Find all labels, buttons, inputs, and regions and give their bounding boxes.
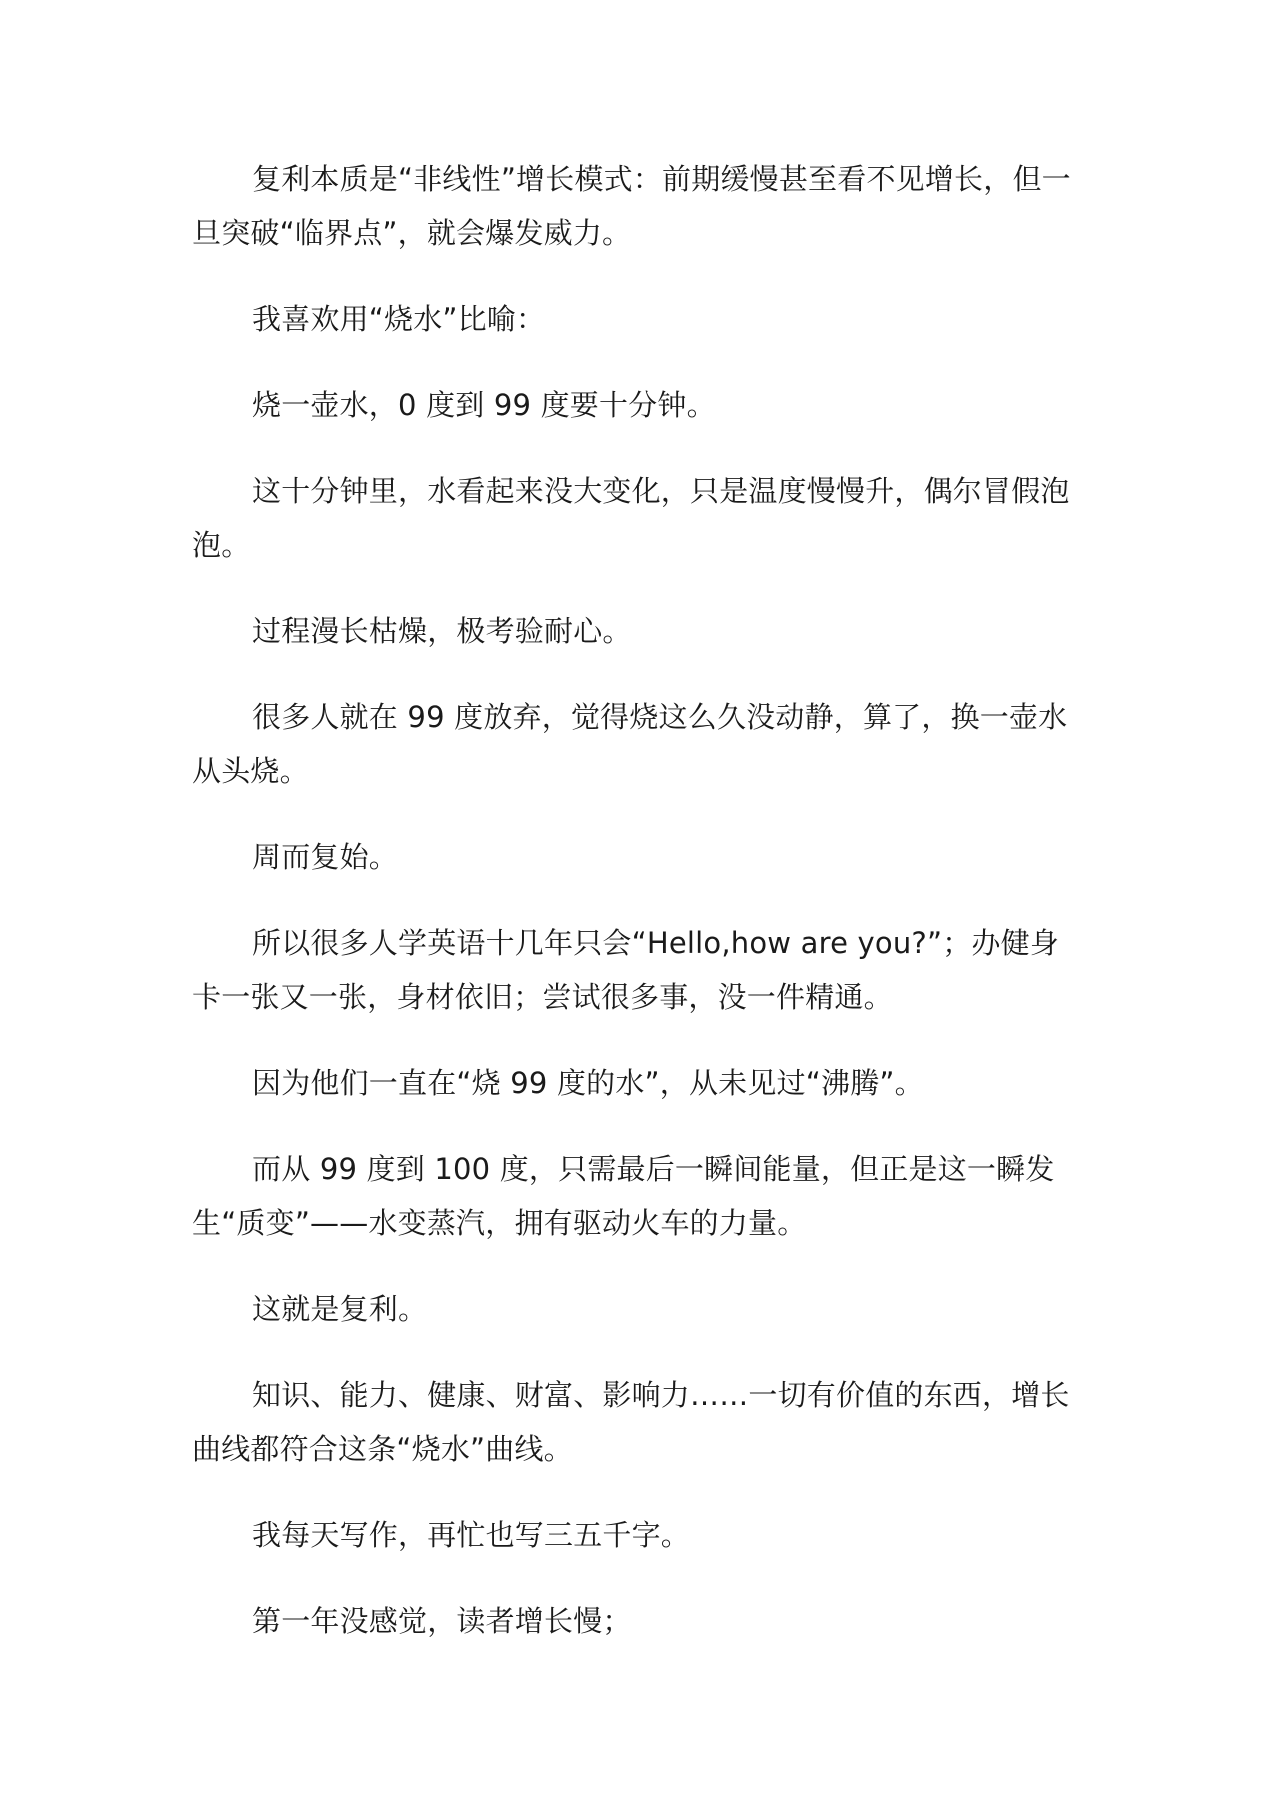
paragraph-never-boiling: 因为他们一直在“烧 99 度的水”，从未见过“沸腾”。 <box>252 1066 924 1100</box>
document-body <box>192 152 1082 1680</box>
paragraph-first-year: 第一年没感觉，读者增长慢； <box>252 1604 632 1638</box>
paragraph-compound-nonlinear: 复利本质是“非线性”增长模式：前期缓慢甚至看不见增长，但一旦突破“临界点”，就会爆发威力。 <box>192 162 1071 250</box>
paragraph-boil-ten-minutes: 烧一壶水，0 度到 99 度要十分钟。 <box>252 388 716 422</box>
paragraph-boiling-metaphor-intro: 我喜欢用“烧水”比喻： <box>252 302 546 336</box>
paragraph-examples: 所以很多人学英语十几年只会“Hello,how are you?”；办健身卡一张又一张，身材依旧；尝试很多事，没一件精通。 <box>192 926 1060 1014</box>
paragraph-repeat: 周而复始。 <box>252 840 399 874</box>
paragraph-patience: 过程漫长枯燥，极考验耐心。 <box>252 614 632 648</box>
paragraph-this-is-compound: 这就是复利。 <box>252 1292 428 1326</box>
paragraph-growth-curve: 知识、能力、健康、财富、影响力……一切有价值的东西，增长曲线都符合这条“烧水”曲线。 <box>192 1378 1070 1466</box>
paragraph-slow-rise: 这十分钟里，水看起来没大变化，只是温度慢慢升，偶尔冒假泡泡。 <box>192 474 1070 562</box>
paragraph-daily-writing: 我每天写作，再忙也写三五千字。 <box>252 1518 691 1552</box>
paragraph-give-up-at-99: 很多人就在 99 度放弃，觉得烧这么久没动静，算了，换一壶水从头烧。 <box>192 700 1068 788</box>
paragraph-qualitative-change: 而从 99 度到 100 度，只需最后一瞬间能量，但正是这一瞬发生“质变”——水变蒸汽，拥有驱动火车的力量。 <box>192 1152 1055 1240</box>
